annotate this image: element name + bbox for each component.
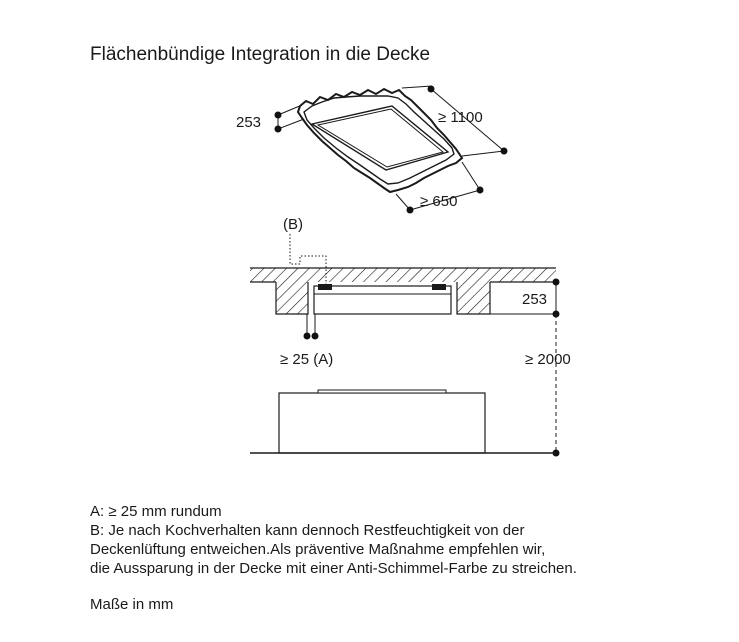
dimension-height: ≥ 2000 xyxy=(525,351,571,368)
cooktop-surface xyxy=(318,390,446,393)
cutout-wall-left xyxy=(276,282,308,314)
dimension-gap: ≥ 25 (A) xyxy=(280,351,334,368)
section-view-drawing xyxy=(250,216,571,457)
perspective-cutout-drawing xyxy=(236,86,508,214)
legend-b-line2: Deckenlüftung entweichen.Als präventive Maßnahme empfehlen wir, xyxy=(90,541,546,558)
cutout-wall-right xyxy=(457,282,490,314)
dimension-width: ≥ 650 xyxy=(420,193,458,210)
dimension-depth-side: 253 xyxy=(522,291,548,308)
legend-b-key: B: xyxy=(90,522,105,539)
legend-b xyxy=(90,522,524,540)
legend-b-line3: die Aussparung in der Decke mit einer Anti-Schimmel-Farbe zu streichen. xyxy=(90,560,577,577)
dimension-length: ≥ 1100 xyxy=(438,109,483,126)
label-b: (B) xyxy=(283,216,303,233)
hood-unit xyxy=(314,286,451,314)
legend-a xyxy=(90,503,222,521)
legend-a-key: A: xyxy=(90,503,105,520)
dimension-depth-top: 253 xyxy=(236,114,262,131)
legend-b-line1: Je nach Kochverhalten kann dennoch Restfeuchtigkeit von der xyxy=(108,522,525,539)
cooktop-unit xyxy=(279,393,485,453)
legend-a-text: ≥ 25 mm rundum xyxy=(108,503,222,520)
page-title: Flächenbündige Integration in die Decke xyxy=(90,44,431,65)
units-note: Maße in mm xyxy=(90,596,174,613)
ceiling-slab xyxy=(250,268,556,282)
